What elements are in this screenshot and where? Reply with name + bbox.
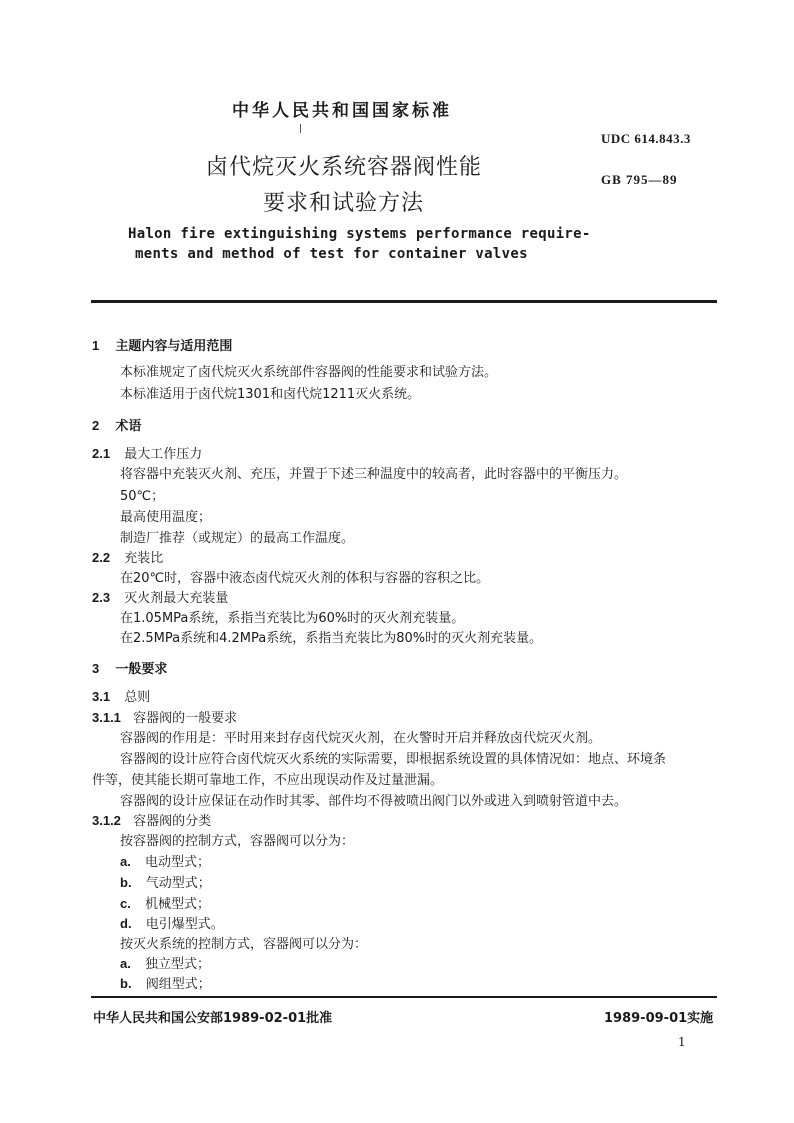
list-item [120,872,211,891]
section-title: 充装比 [124,551,164,566]
list-item [120,893,210,912]
gb-number: GB 795—89 [601,172,678,187]
subsection-2-2-heading [92,547,163,566]
section-title: 一般要求 [115,662,168,677]
list-text: 机械型式； [144,897,210,912]
section-title: 灭火剂最大充装量 [124,591,229,606]
subsection-2-3-heading [92,587,228,606]
paragraph: 本标准规定了卤代烷灭火系统部件容器阀的性能要求和试验方法。 [120,365,498,380]
title-en-line1: Halon fire extinguishing systems performance require- [128,226,591,242]
section-title: 容器阀的分类 [133,814,212,829]
list-text: 电引爆型式。 [145,917,224,932]
paragraph: 件等，使其能长期可靠地工作，不应出现误动作及过量泄漏。 [92,773,444,788]
section-title: 总则 [124,690,151,705]
paragraph: 在2.5MPa系统和4.2MPa系统，系指当充装比为80%时的灭火剂充装量。 [120,631,543,646]
paragraph: 最高使用温度； [120,510,212,525]
list-text: 阀组型式； [145,977,211,992]
section-title: 主题内容与适用范围 [115,339,233,354]
paragraph: 在20℃时，容器中液态卤代烷灭火剂的体积与容器的容积之比。 [120,571,490,586]
footer-rule [91,996,717,998]
list-item [120,913,224,932]
page-number: 1 [678,1035,686,1049]
standard-org-header: 中华人民共和国国家标准 [232,101,452,121]
list-item [120,953,210,972]
approval-date: 中华人民共和国公安部1989-02-01批准 [93,1011,333,1026]
paragraph: 容器阀的设计应保证在动作时其零、部件均不得被喷出阀门以外或进入到喷射管道中去。 [120,794,628,809]
section-number: 3.1.2 [92,813,121,828]
section-number: 3 [92,661,100,676]
title-en-line2: ments and method of test for container valves [135,246,528,262]
title-cn-line1: 卤代烷灭火系统容器阀性能 [206,155,483,180]
section-number: 2.2 [92,550,111,565]
section-number: 2 [92,418,100,433]
section-number: 2.1 [92,446,111,461]
section-title: 最大工作压力 [124,447,203,462]
list-marker: a. [120,854,131,869]
list-text: 气动型式； [145,876,211,891]
list-text: 电动型式； [144,855,210,870]
effective-date: 1989-09-01实施 [604,1011,714,1026]
paragraph: 本标准适用于卤代烷1301和卤代烷1211灭火系统。 [120,387,421,402]
section-2-heading [92,415,141,434]
list-marker: a. [120,956,131,971]
list-marker: d. [120,916,132,931]
list-item [120,973,211,992]
subsection-3-1-1-heading [92,707,237,726]
list-marker: c. [120,896,131,911]
section-number: 2.3 [92,590,111,605]
paragraph: 将容器中充装灭火剂、充压，并置于下述三种温度中的较高者，此时容器中的平衡压力。 [120,467,628,482]
subsection-3-1-2-heading [92,810,211,829]
paragraph: 按容器阀的控制方式，容器阀可以分为： [120,834,355,849]
list-text: 独立型式； [144,957,210,972]
section-number: 3.1.1 [92,710,121,725]
list-marker: b. [120,875,132,890]
paragraph: 容器阀的作用是：平时用来封存卤代烷灭火剂，在火警时开启并释放卤代烷灭火剂。 [120,731,602,746]
paragraph: 50℃； [120,489,165,504]
header-rule [91,300,717,303]
paragraph: 容器阀的设计应符合卤代烷灭火系统的实际需要，即根据系统设置的具体情况如：地点、环境条 [120,752,667,767]
section-title: 术语 [115,419,142,434]
list-item [120,851,210,870]
scan-mark [300,124,301,133]
section-1-heading [92,335,232,354]
paragraph: 制造厂推荐（或规定）的最高工作温度。 [120,531,355,546]
section-3-heading [92,658,167,677]
section-title: 容器阀的一般要求 [133,711,238,726]
udc-code: UDC 614.843.3 [601,131,691,146]
section-number: 1 [92,338,100,353]
subsection-3-1-heading [92,686,150,705]
paragraph: 按灭火系统的控制方式，容器阀可以分为： [120,937,368,952]
title-cn-line2: 要求和试验方法 [263,191,425,216]
section-number: 3.1 [92,689,111,704]
list-marker: b. [120,976,132,991]
paragraph: 在1.05MPa系统，系指当充装比为60%时的灭火剂充装量。 [120,611,465,626]
subsection-2-1-heading [92,443,202,462]
